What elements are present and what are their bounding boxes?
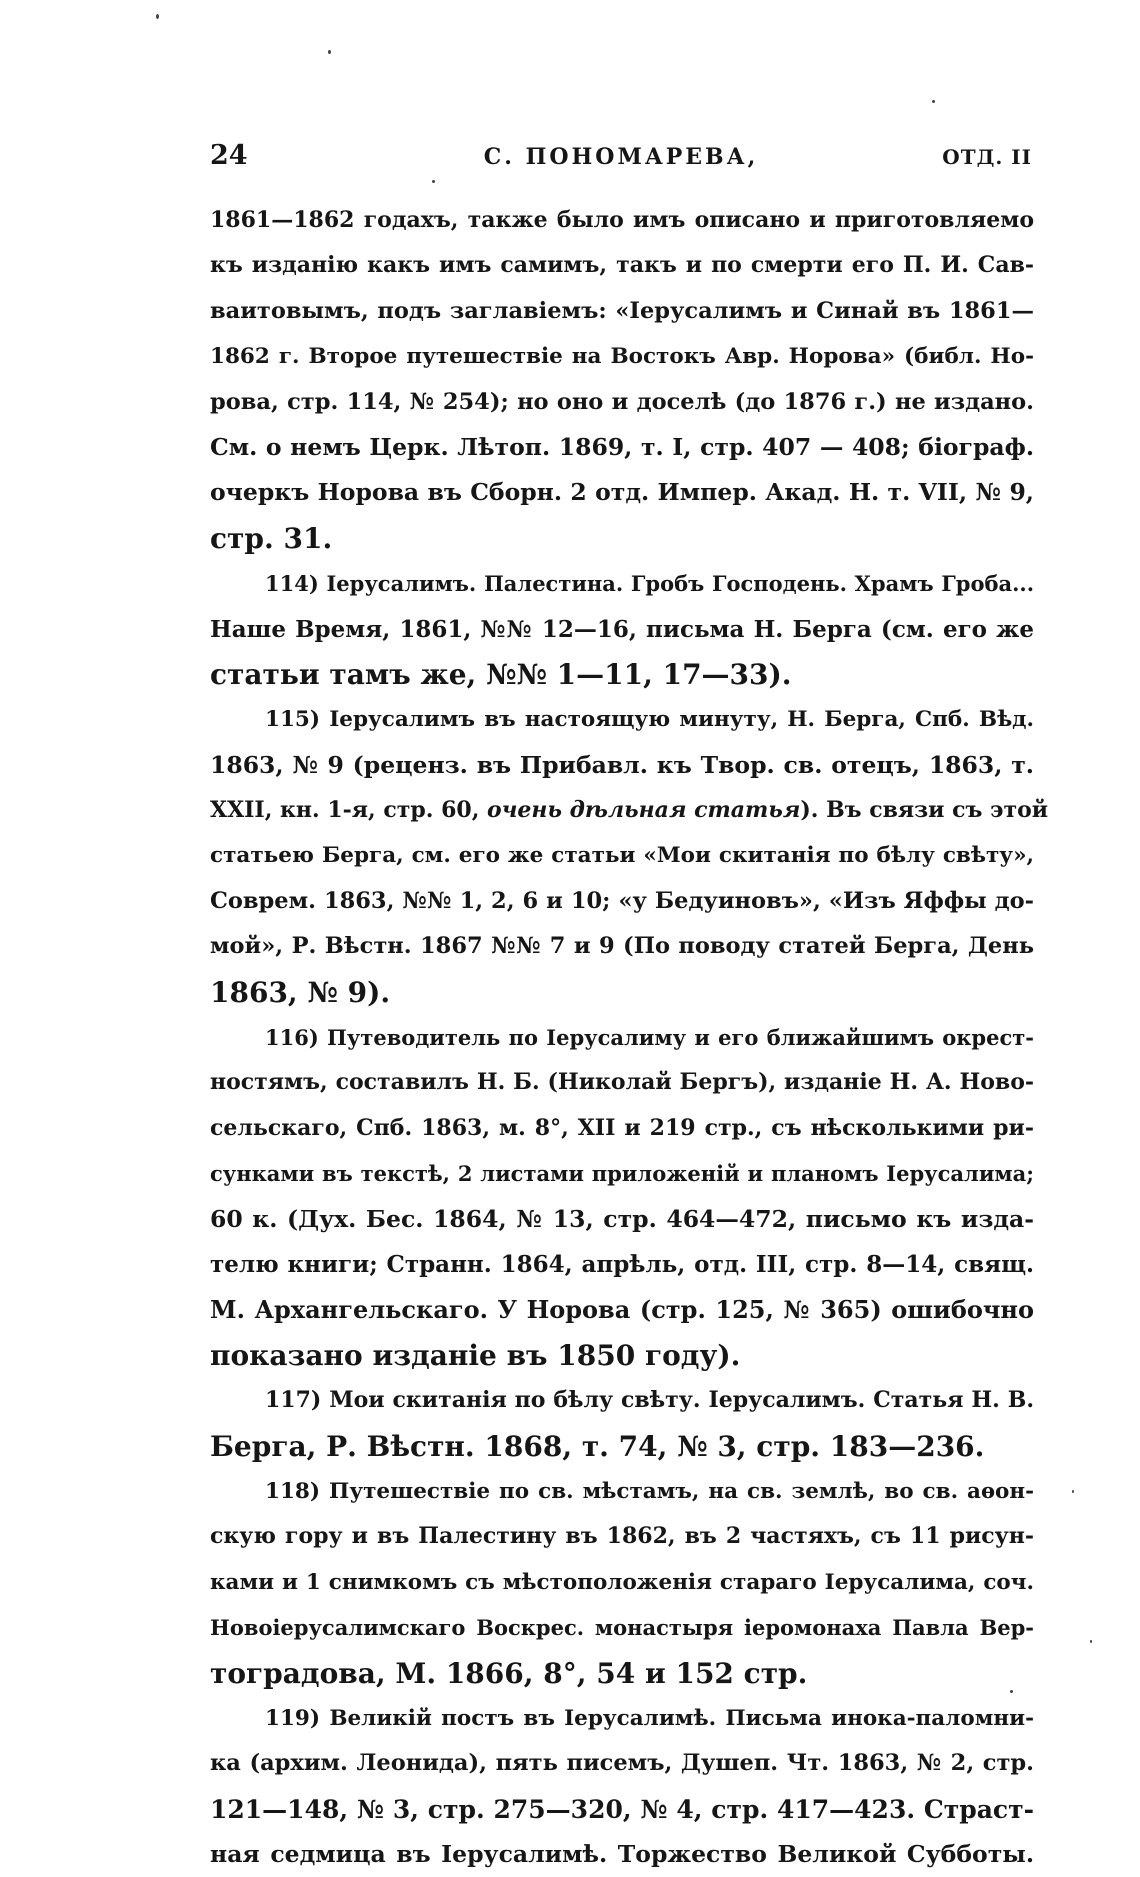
text-line: сунками въ текстѣ, 2 листами приложеній и планомъ Іерусалима; [210,1161,1034,1187]
running-header [210,140,1032,176]
entry-start-line: 117) Мои скитанія по бѣлу свѣту. Іерусалимъ. Статья Н. В. [265,1387,1034,1414]
entry-start-line: 114) Іерусалимъ. Палестина. Гробъ Господень. Храмъ Гроба... [265,571,1034,597]
text-line: рова, стр. 114, № 254); но оно и доселѣ (до 1876 г.) не издано. [210,388,1034,415]
entry-start-line: 116) Путеводитель по Іерусалиму и его ближайшимъ окрест- [265,1025,1034,1051]
text-line: скую гору и въ Палестину въ 1862, въ 2 частяхъ, съ 11 рисун- [210,1523,1034,1550]
text-line: очеркъ Норова въ Сборн. 2 отд. Импер. Акад. Н. т. VII, № 9, [210,478,1034,507]
section-label: ОТД. II [942,145,1032,169]
text-line: Соврем. 1863, №№ 1, 2, 6 и 10; «у Бедуиновъ», «Изъ Яффы до- [210,887,1034,914]
text-line: къ изданію какъ имъ самимъ, такъ и по смерти его П. И. Сав- [210,252,1034,279]
text-segment: XXII, кн. 1-я, стр. 60, [210,797,488,824]
text-line: тоградова, М. 1866, 8°, 54 и 152 стр. [210,1656,808,1690]
text-line: статьею Берга, см. его же статьи «Мои скитанія по бѣлу свѣту», [210,843,1034,869]
text-line: ная седмица въ Іерусалимѣ. Торжество Великой Субботы. [210,1840,1034,1869]
text-line: ка (архим. Леонида), пять писемъ, Душеп. Чт. 1863, № 2, стр. [210,1750,1034,1777]
page-number: 24 [210,140,248,171]
text-line: Наше Время, 1861, №№ 12—16, письма Н. Берга (см. его же [210,615,1034,643]
text-line: 1862 г. Второе путешествіе на Востокъ Авр. Норова» (библ. Но- [210,344,1034,370]
text-line: ваитовымъ, подъ заглавіемъ: «Іерусалимъ и Синай въ 1861— [210,297,1034,324]
italic-remark: очень дѣльная статья [487,797,801,824]
entry-start-line: 119) Великій постъ въ Іерусалимѣ. Письма инока-паломни- [265,1705,1034,1731]
entry-start-line: 115) Іерусалимъ въ настоящую минуту, Н. Берга, Спб. Вѣд. [265,707,1034,733]
text-line: телю книги; Странн. 1864, апрѣль, отд. III, стр. 8—14, свящ. [210,1250,1034,1278]
text-segment: ). Въ связи съ этой [800,797,1049,824]
text-line: показано изданіе въ 1850 году). [210,1338,741,1372]
text-line: 121—148, № 3, стр. 275—320, № 4, стр. 417—423. Страст- [210,1794,1034,1824]
text-line: М. Архангельскаго. У Норова (стр. 125, № 365) ошибочно [210,1295,1034,1325]
text-line: Новоіерусалимскаго Воскрес. монастыря іеромонаха Павла Вер- [210,1615,1034,1641]
text-line: ками и 1 снимкомъ съ мѣстоположенія стараго Іерусалима, соч. [210,1569,1034,1595]
text-line: мой», Р. Вѣстн. 1867 №№ 7 и 9 (По поводу статей Берга, День [210,933,1034,960]
text-line: статьи тамъ же, №№ 1—11, 17—33). [210,657,792,691]
text-line: 1863, № 9). [210,975,391,1009]
text-line: стр. 31. [210,521,333,555]
text-line [210,788,1049,833]
text-line: 60 к. (Дух. Бес. 1864, № 13, стр. 464—472, письмо къ изда- [210,1204,1034,1233]
text-line: 1863, № 9 (реценз. въ Прибавл. къ Твор. св. отецъ, 1863, т. [210,750,1034,779]
text-line: сельскаго, Спб. 1863, м. 8°, XII и 219 стр., съ нѣсколькими ри- [210,1114,1034,1141]
text-line: См. о немъ Церк. Лѣтоп. 1869, т. I, стр. 407 — 408; біограф. [210,432,1034,461]
body-text [210,198,1049,1877]
text-line: Берга, Р. Вѣстн. 1868, т. 74, № 3, стр. 183—236. [210,1429,985,1463]
entry-start-line: 118) Путешествіе по св. мѣстамъ, на св. землѣ, во св. аѳон- [265,1478,1034,1504]
text-line: 1861—1862 годахъ, также было имъ описано и приготовляемо [210,207,1034,233]
running-title: С. ПОНОМАРЕВА, [483,144,759,170]
text-line: ностямъ, составилъ Н. Б. (Николай Бергъ), изданіе Н. А. Ново- [210,1069,1034,1096]
